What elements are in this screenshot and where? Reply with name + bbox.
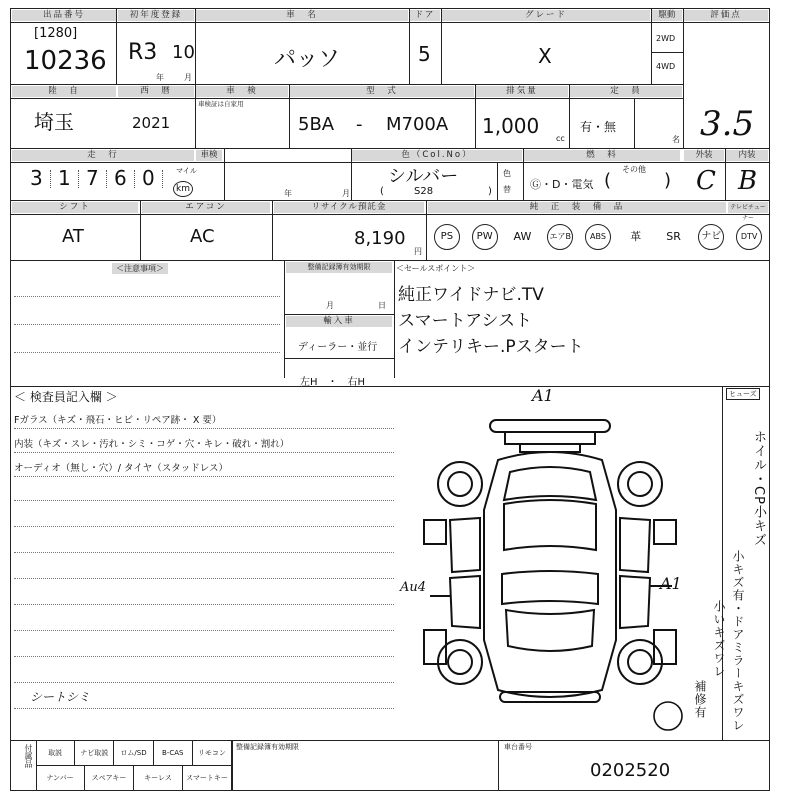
header-year: 西 暦 [118,86,194,97]
header-door: ドア [410,10,440,21]
aircon-value: AC [190,226,215,247]
accessory-item: B-CAS [154,741,193,765]
color-label-b: 替 [503,185,511,194]
header-shift: シフト [12,202,138,213]
header-lot: 出品番号 [12,10,116,21]
first-reg-nen: 年 [156,73,164,82]
header-tv: テレビチューナー [728,202,768,213]
first-reg-era: R3 [128,40,158,65]
capacity-option: 有・無 [580,120,617,134]
capacity-unit: 名 [672,135,680,144]
exterior-grade: C [696,166,716,196]
header-sales: ＜セールスポイント＞ [396,264,476,273]
sales-point-3: インテリキー.Pスタート [398,337,584,357]
fuel-close: ) [664,170,672,191]
color-label-a: 色 [503,169,511,178]
header-mileage: 走 行 [12,150,194,161]
inspection-note: 車検証は自家用 [198,100,244,108]
header-maint: 整備記録簿有効期限 [286,262,392,273]
chassis-number: 0202520 [590,760,671,781]
side-note [693,430,768,734]
header-color: 色（Col.No） [352,150,522,161]
first-reg-tsuki: 月 [184,73,192,82]
inspector-line-2: 内装（キズ・スレ・汚れ・シミ・コゲ・穴・キレ・破れ・割れ） [14,439,290,450]
mileage-separator [50,170,51,188]
accessory-item: 取説 [36,741,75,765]
fuel-open: ( [604,170,612,191]
fuel-other: その他 [622,165,646,174]
color-paren-close: ) [488,186,492,197]
equipment-item: エアB [541,224,579,250]
accessory-item: リモコン [193,741,232,765]
accessory-item: スマートキー [183,766,232,790]
header-equip: 純 正 装 備 品 [428,202,726,213]
header-period: 車 検 [196,86,288,97]
equipment-row [428,218,768,258]
year-value: 2021 [132,114,171,132]
equipment-item: SR [666,230,681,243]
side-note-2: 小キズ有・ドアミラーキズワレ [731,550,745,732]
first-reg-month: 10 [172,42,195,63]
header-displacement: 排気量 [476,86,568,97]
handwritten-note: シートシミ [30,690,91,704]
displacement-unit: cc [556,134,565,143]
maint-month: 月 [326,301,334,310]
header-aircon: エアコン [142,202,270,213]
accessory-item: キーレス [134,766,183,790]
header-model: 型 式 [290,86,474,97]
lot-sub: [1280] [34,26,78,41]
color-code: S28 [414,186,434,197]
door-count: 5 [418,42,431,66]
car-name: パッソ [274,47,341,72]
mileage-digit: 6 [114,166,127,190]
drive-4wd: 4WD [656,62,676,71]
mileage-digit: 0 [142,166,155,190]
inspector-line-1: Fガラス（キズ・飛石・ヒビ・リペア跡・ X 要） [14,415,222,426]
mileage-separator [106,170,107,188]
fuse-label: ヒューズ [726,388,760,400]
recycle-value: 8,190 [354,228,406,249]
drive-2wd: 2WD [656,34,676,43]
recycle-unit: 円 [414,247,422,256]
mileage-separator [134,170,135,188]
header-mileage-sub: 車検 [196,150,222,161]
header-inspector: ＜ 検査員記入欄 ＞ [14,390,118,404]
car-damage-diagram [410,400,710,740]
inspector-line-3: オーディオ（無し・穴）/ タイヤ（スタッドレス） [14,463,228,474]
header-car-name: 車 名 [196,10,408,21]
mileage-digit: 1 [58,166,71,190]
header-import: 輸入車 [286,316,392,327]
sales-point-2: スマートアシスト [398,311,532,331]
header-score: 評価点 [684,10,768,21]
side-note-4: 補修有 [693,680,707,719]
mark-front: A1 [532,386,554,405]
mileage-unit-mile: マイル [176,167,197,175]
sales-point-1: 純正ワイドナビ.TV [398,285,544,305]
equipment-item: AW [513,230,532,243]
fuel-options: Ⓖ・D・電気 [530,178,594,191]
header-fuel: 燃 料 [524,150,680,161]
accessory-item: スペアキー [85,766,134,790]
model-dash: - [356,114,363,135]
model-code: M700A [386,114,449,135]
header-accessories: 付属品 [24,744,33,768]
shift-value: AT [62,226,84,247]
accessory-item: ナンバー [36,766,85,790]
header-drive: 駆動 [652,10,682,21]
header-chassis: 車台番号 [504,743,532,751]
mileage-unit-km: km [173,176,193,197]
equipment-item: ABS [579,224,617,250]
equipment-item: PS [428,224,466,250]
header-interior: 内装 [726,150,768,161]
interior-grade: B [738,166,758,196]
equipment-item: DTV [730,224,768,250]
color-paren-open: ( [380,186,384,197]
accessory-item: ナビ取説 [75,741,114,765]
lot-number: 10236 [24,46,107,76]
header-first-reg: 初年度登録 [118,10,194,21]
header-grade: グレード [442,10,650,21]
import-hand: 左H ・ 右H [300,377,366,388]
header-exterior: 外装 [684,150,724,161]
mileage-digit: 3 [30,166,43,190]
header-area: 陸 自 [12,86,116,97]
equipment-item: 革 [630,230,642,243]
mileage-digit: 7 [86,166,99,190]
score-value: 3.5 [700,104,755,144]
accessories-row-2 [36,766,232,790]
accessories-row-1 [36,741,232,765]
header-recycle: リサイクル預託金 [274,202,424,213]
grade-value: X [538,44,552,68]
mileage-separator [78,170,79,188]
mileage-separator [162,170,163,188]
equipment-item: ナビ [692,224,730,250]
header-maintenance-no: 整備記録簿有効期限 [236,743,299,751]
displacement-value: 1,000 [482,114,540,138]
import-dealer: ディーラー・並行 [298,342,378,353]
equipment-item: PW [466,224,504,250]
period-month: 月 [342,189,350,198]
area-value: 埼玉 [34,110,74,134]
header-notes: ＜注意事項＞ [112,263,168,274]
accessory-item: ロム/SD [114,741,153,765]
mark-left: Au4 [400,580,427,595]
mark-right: A1 [660,574,682,593]
period-year: 年 [284,189,292,198]
header-capacity: 定 員 [570,86,682,97]
side-note-1: ホイル・CP小キズ [751,430,766,547]
side-note-3: 小いキズワレ [712,600,726,678]
color-name: シルバー [388,166,459,187]
model-prefix: 5BA [298,114,335,135]
maint-day: 日 [378,301,386,310]
